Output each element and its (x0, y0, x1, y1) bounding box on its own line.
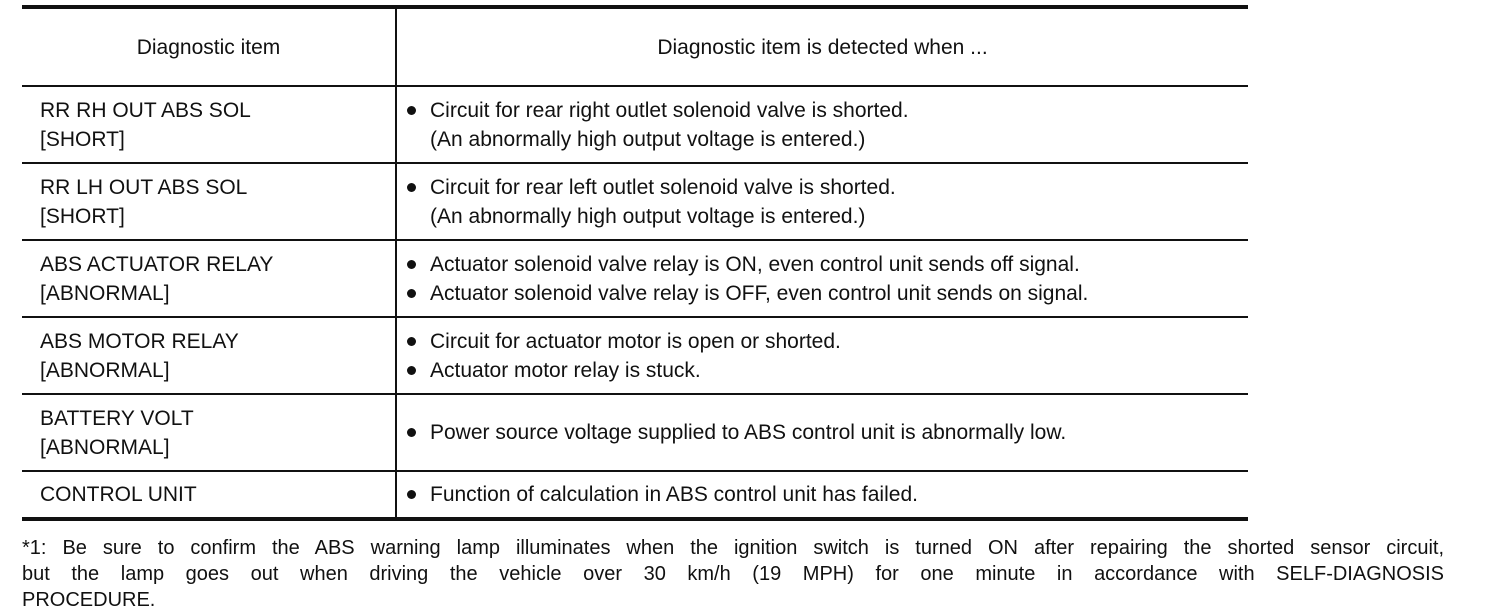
condition-text: Circuit for actuator motor is open or shorted. (430, 329, 841, 353)
item-name: BATTERY VOLT (40, 406, 194, 430)
table-row (22, 86, 1248, 163)
table-row (22, 394, 1248, 471)
condition-note: (An abnormally high output voltage is entered.) (430, 127, 866, 151)
detection-condition-cell (396, 471, 1248, 519)
diagnostic-table (22, 5, 1248, 521)
detection-condition-cell (396, 317, 1248, 394)
condition-text: Actuator motor relay is stuck. (430, 358, 701, 382)
condition-text: Actuator solenoid valve relay is OFF, even control unit sends on signal. (430, 281, 1089, 305)
bullet-dot-icon (407, 366, 416, 375)
detection-condition-cell (396, 394, 1248, 471)
item-status: [ABNORMAL] (40, 435, 170, 459)
condition-text: Actuator solenoid valve relay is ON, even control unit sends off signal. (430, 252, 1080, 276)
diagnostic-item-cell (22, 394, 396, 471)
bullet-dot-icon (407, 490, 416, 499)
header-diagnostic-item: Diagnostic item (22, 7, 396, 86)
condition-text: Circuit for rear left outlet solenoid valve is shorted. (430, 175, 896, 199)
item-status: [ABNORMAL] (40, 358, 170, 382)
item-status: [SHORT] (40, 127, 125, 151)
condition-bullet (407, 96, 1248, 125)
header-detected-when: Diagnostic item is detected when ... (396, 7, 1248, 86)
condition-bullet (407, 173, 1248, 202)
diagnostic-item-cell (22, 240, 396, 317)
bullet-dot-icon (407, 289, 416, 298)
condition-note: (An abnormally high output voltage is entered.) (430, 204, 866, 228)
footnote-line: PROCEDURE. (22, 589, 156, 611)
bullet-dot-icon (407, 183, 416, 192)
bullet-dot-icon (407, 337, 416, 346)
condition-text: Function of calculation in ABS control unit has failed. (430, 483, 918, 506)
diagnostic-item-cell (22, 86, 396, 163)
condition-text: Circuit for rear right outlet solenoid valve is shorted. (430, 98, 909, 122)
item-name: RR RH OUT ABS SOL (40, 98, 251, 122)
item-name: RR LH OUT ABS SOL (40, 175, 248, 199)
detection-condition-cell (396, 86, 1248, 163)
condition-bullet (407, 327, 1248, 356)
table-row (22, 163, 1248, 240)
table-row (22, 471, 1248, 519)
item-name: ABS ACTUATOR RELAY (40, 252, 274, 276)
condition-text: Power source voltage supplied to ABS control unit is abnormally low. (430, 421, 1067, 444)
item-name: CONTROL UNIT (40, 483, 197, 506)
diagnostic-item-cell (22, 471, 396, 519)
condition-bullet (407, 279, 1248, 308)
bullet-dot-icon (407, 428, 416, 437)
table-row (22, 240, 1248, 317)
condition-bullet (407, 480, 1248, 509)
condition-bullet (407, 250, 1248, 279)
diagnostic-item-cell (22, 317, 396, 394)
diagnostic-item-cell (22, 163, 396, 240)
item-name: ABS MOTOR RELAY (40, 329, 239, 353)
condition-bullet (407, 418, 1248, 447)
detection-condition-cell (396, 240, 1248, 317)
footnote-line: *1: Be sure to confirm the ABS warning lamp illuminates when the ignition switch is turned ON after repairing the shorted sensor circuit, (22, 537, 1444, 559)
bullet-dot-icon (407, 260, 416, 269)
footnote (22, 535, 1444, 613)
table-header-row (22, 7, 1248, 86)
footnote-line: but the lamp goes out when driving the vehicle over 30 km/h (19 MPH) for one minute in accordance with SELF-DIAGNOSIS (22, 563, 1444, 585)
condition-bullet (407, 356, 1248, 385)
detection-condition-cell (396, 163, 1248, 240)
table-row (22, 317, 1248, 394)
item-status: [SHORT] (40, 204, 125, 228)
bullet-dot-icon (407, 106, 416, 115)
item-status: [ABNORMAL] (40, 281, 170, 305)
